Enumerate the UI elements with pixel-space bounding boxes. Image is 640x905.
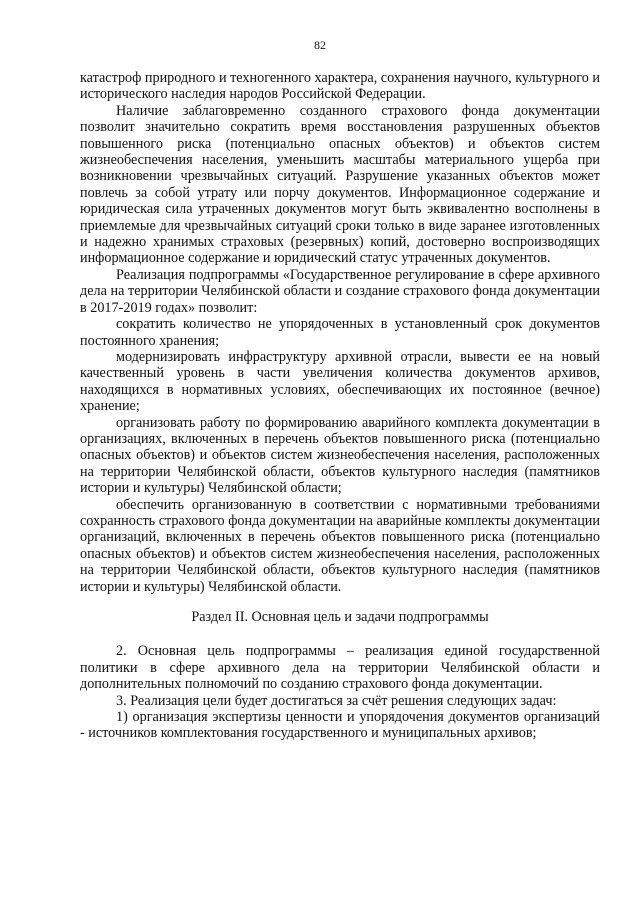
paragraph: катастроф природного и техногенного характера, сохранения научного, культурного и исторического наследия народов Российской Федерации.	[80, 70, 600, 103]
paragraph: 3. Реализация цели будет достигаться за счёт решения следующих задач:	[116, 692, 557, 709]
page-number: 82	[314, 38, 326, 52]
section-heading: Раздел II. Основная цель и задачи подпрограммы	[191, 609, 489, 625]
list-item: обеспечить организованную в соответствии с нормативными требованиями сохранность страхового фонда документации на аварийные комплекты документации организаций, включенных в перечень объектов повышенного риска (потенциально опасных объектов) и объектов систем жизнеобеспечения населения, расположенных на территории Челябинской области, объектов культурного наследия (памятников истории и культуры) Челябинской области.	[80, 496, 600, 595]
paragraph: Реализация подпрограммы «Государственное регулирование в сфере архивного дела на территории Челябинской области и создание страхового фонда документации в 2017-2019 годах» позволит:	[80, 266, 600, 316]
document-body	[80, 70, 600, 742]
list-item: 1) организация экспертизы ценности и упорядочения документов организаций - источников комплектования государственного и муниципальных архивов;	[80, 709, 600, 742]
list-item: организовать работу по формированию аварийного комплекта документации в организациях, включенных в перечень объектов повышенного риска (потенциально опасных объектов) и объектов систем жизнеобеспечения населения, расположенных на территории Челябинской области, объектов культурного наследия (памятников истории и культуры) Челябинской области;	[80, 414, 600, 497]
paragraph: Наличие заблаговременно созданного страхового фонда документации позволит значительно сократить время восстановления разрушенных объектов повышенного риска (потенциально опасных объектов) и объектов систем жизнеобеспечения населения, уменьшить масштабы материального ущерба при возникновении чрезвычайных ситуаций. Разрушение указанных объектов может повлечь за собой утрату или порчу документов. Информационное содержание и юридическая сила утраченных документов могут быть эквивалентно восполнены в приемлемые для чрезвычайных ситуаций сроки только в виде заранее изготовленных и надежно хранимых страховых (резервных) копий, достоверно воспроизводящих информационное содержание и юридический статус утраченных документов.	[80, 102, 600, 267]
paragraph: 2. Основная цель подпрограммы – реализация единой государственной политики в сфере архивного дела на территории Челябинской области и дополнительных полномочий по созданию страхового фонда документации.	[80, 643, 600, 693]
list-item: сократить количество не упорядоченных в установленный срок документов постоянного хранения;	[80, 316, 600, 349]
list-item: модернизировать инфраструктуру архивной отрасли, вывести ее на новый качественный уровень в части увеличения количества документов архивов, находящихся в нормативных условиях, обеспечивающих их постоянное (вечное) хранение;	[80, 348, 600, 415]
